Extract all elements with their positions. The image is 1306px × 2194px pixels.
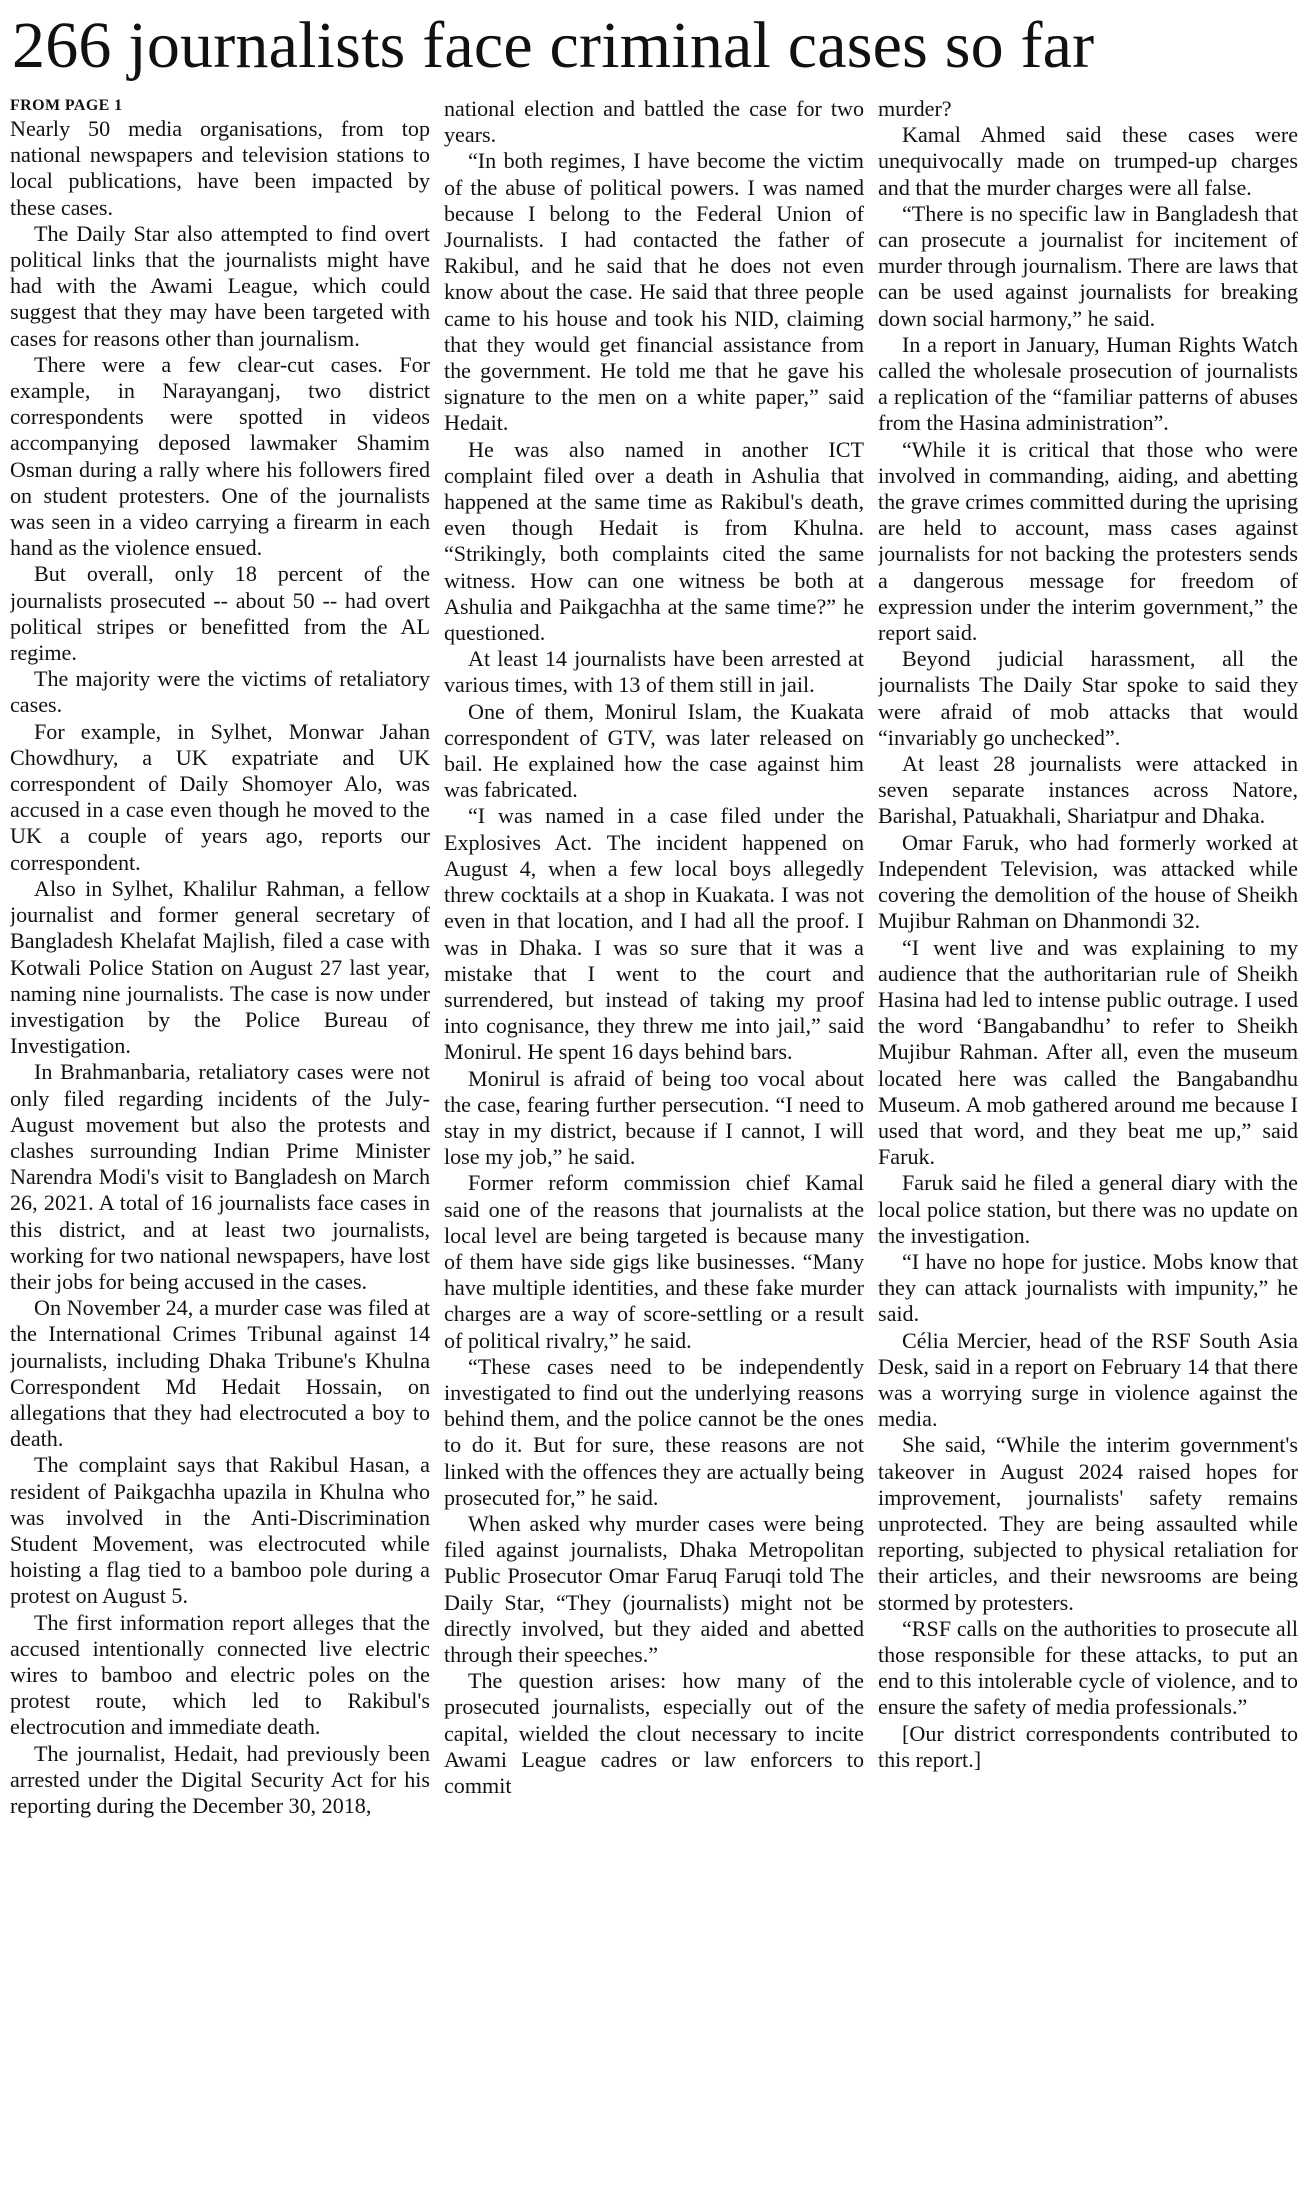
paragraph: He was also named in another ICT complaint filed over a death in Ashulia that happened at the same time as Rakibul's death, even though Hedait is from Khulna. “Strikingly, both complaints cited the same witness. How can one witness be both at Ashulia and Paikgachha at the same time?” he questioned. <box>444 436 864 646</box>
column-3 <box>878 96 1298 2186</box>
paragraph: Former reform commission chief Kamal said one of the reasons that journalists at the local level are being targeted is because many of them have side gigs like businesses. “Many have multiple identities, and these fake murder charges are a way of score-settling or a result of political rivalry,” he said. <box>444 1170 864 1353</box>
paragraph: Beyond judicial harassment, all the journalists The Daily Star spoke to said they were afraid of mob attacks that would “invariably go unchecked”. <box>878 646 1298 750</box>
column-2 <box>444 96 864 2186</box>
paragraph: “RSF calls on the authorities to prosecute all those responsible for these attacks, to put an end to this intolerable cycle of violence, and to ensure the safety of media professionals.” <box>878 1615 1298 1720</box>
paragraph: The question arises: how many of the prosecuted journalists, especially out of the capital, wielded the clout necessary to incite Awami League cadres or law enforcers to commit <box>444 1668 864 1798</box>
paragraph: She said, “While the interim government's takeover in August 2024 raised hopes for improvement, journalists' safety remains unprotected. They are being assaulted while reporting, subjected to physical retaliation for their articles, and their newsrooms are being stormed by protesters. <box>878 1432 1298 1615</box>
paragraph: Also in Sylhet, Khalilur Rahman, a fellow journalist and former general secretary of Bangladesh Khelafat Majlish, filed a case with Kotwali Police Station on August 27 last year, naming nine journalists. The case is now under investigation by the Police Bureau of Investigation. <box>10 875 430 1059</box>
paragraph: Omar Faruk, who had formerly worked at Independent Television, was attacked while covering the demolition of the house of Sheikh Mujibur Rahman on Dhanmondi 32. <box>878 829 1298 934</box>
paragraph: “I have no hope for justice. Mobs know that they can attack journalists with impunity,” he said. <box>878 1248 1298 1327</box>
paragraph: Nearly 50 media organisations, from top national newspapers and television stations to local publications, have been impacted by these cases. <box>10 116 430 220</box>
paragraph: “There is no specific law in Bangladesh that can prosecute a journalist for incitement of murder through journalism. There are laws that can be used against journalists for breaking down social harmony,” he said. <box>878 200 1298 331</box>
paragraph: At least 28 journalists were attacked in seven separate instances across Natore, Barishal, Patuakhali, Shariatpur and Dhaka. <box>878 751 1298 829</box>
paragraph: On November 24, a murder case was filed at the International Crimes Tribunal against 14 journalists, including Dhaka Tribune's Khulna Correspondent Md Hedait Hossain, on allegations that they had electrocuted a boy to death. <box>10 1295 430 1452</box>
paragraph: Kamal Ahmed said these cases were unequivocally made on trumped-up charges and that the murder charges were all false. <box>878 122 1298 200</box>
paragraph: But overall, only 18 percent of the journalists prosecuted -- about 50 -- had overt political stripes or benefitted from the AL regime. <box>10 561 430 666</box>
paragraph: murder? <box>878 96 952 121</box>
from-page-kicker: FROM PAGE 1 <box>10 97 123 114</box>
paragraph: There were a few clear-cut cases. For example, in Narayanganj, two district correspondents were spotted in videos accompanying deposed lawmaker Shamim Osman during a rally where his followers fired on student protesters. One of the journalists was seen in a video carrying a firearm in each hand as the violence ensued. <box>10 351 430 561</box>
paragraph: Célia Mercier, head of the RSF South Asia Desk, said in a report on February 14 that there was a worrying surge in violence against the media. <box>878 1327 1298 1432</box>
paragraph: In Brahmanbaria, retaliatory cases were not only filed regarding incidents of the July-August movement but also the protests and clashes surrounding Indian Prime Minister Narendra Modi's visit to Bangladesh on March 26, 2021. A total of 16 journalists face cases in this district, and at least two journalists, working for two national newspapers, have lost their jobs for being accused in the cases. <box>10 1059 430 1294</box>
column-1 <box>10 96 430 2186</box>
paragraph: The journalist, Hedait, had previously been arrested under the Digital Security Act for his reporting during the December 30, 2018, <box>10 1740 430 1818</box>
paragraph: “While it is critical that those who were involved in commanding, aiding, and abetting the grave crimes committed during the uprising are held to account, mass cases against journalists for not backing the protesters sends a dangerous message for freedom of expression under the interim government,” the report said. <box>878 436 1298 646</box>
paragraph: “In both regimes, I have become the victim of the abuse of political powers. I was named because I belong to the Federal Union of Journalists. I had contacted the father of Rakibul, and he said that he does not even know about the case. He said that three people came to his house and took his NID, claiming that they would get financial assistance from the government. He told me that he gave his signature to the men on a white paper,” said Hedait. <box>444 148 864 436</box>
paragraph: For example, in Sylhet, Monwar Jahan Chowdhury, a UK expatriate and UK correspondent of Daily Shomoyer Alo, was accused in a case even though he moved to the UK a couple of years ago, reports our correspondent. <box>10 718 430 875</box>
paragraph: The first information report alleges that the accused intentionally connected live electric wires to bamboo and electric poles on the protest route, which led to Rakibul's electrocution and immediate death. <box>10 1609 430 1740</box>
paragraph: national election and battled the case for two years. <box>444 96 864 148</box>
headline: 266 journalists face criminal cases so far <box>12 9 1095 82</box>
paragraph: The majority were the victims of retaliatory cases. <box>10 666 430 718</box>
paragraph: [Our district correspondents contributed to this report.] <box>878 1720 1298 1772</box>
paragraph: In a report in January, Human Rights Watch called the wholesale prosecution of journalists a replication of the “familiar patterns of abuses from the Hasina administration”. <box>878 331 1298 436</box>
paragraph: Monirul is afraid of being too vocal about the case, fearing further persecution. “I need to stay in my district, because if I cannot, I will lose my job,” he said. <box>444 1065 864 1170</box>
paragraph: The complaint says that Rakibul Hasan, a resident of Paikgachha upazila in Khulna who was involved in the Anti-Discrimination Student Movement, was electrocuted while hoisting a flag tied to a bamboo pole during a protest on August 5. <box>10 1452 430 1609</box>
article-body <box>10 96 1298 2186</box>
paragraph: Faruk said he filed a general diary with the local police station, but there was no update on the investigation. <box>878 1170 1298 1248</box>
paragraph: One of them, Monirul Islam, the Kuakata correspondent of GTV, was later released on bail. He explained how the case against him was fabricated. <box>444 698 864 803</box>
paragraph: At least 14 journalists have been arrested at various times, with 13 of them still in jail. <box>444 646 864 698</box>
paragraph: “I went live and was explaining to my audience that the authoritarian rule of Sheikh Hasina had led to intense public outrage. I used the word ‘Bangabandhu’ to refer to Sheikh Mujibur Rahman. After all, even the museum located here was called the Bangabandhu Museum. A mob gathered around me because I used that word, and they beat me up,” said Faruk. <box>878 934 1298 1170</box>
paragraph: When asked why murder cases were being filed against journalists, Dhaka Metropolitan Public Prosecutor Omar Faruq Faruqi told The Daily Star, “They (journalists) might not be directly involved, but they aided and abetted through their speeches.” <box>444 1510 864 1667</box>
paragraph: “I was named in a case filed under the Explosives Act. The incident happened on August 4, when a few local boys allegedly threw cocktails at a shop in Kuakata. I was not even in that location, and I had all the proof. I was in Dhaka. I was so sure that it was a mistake that I went to the court and surrendered, but instead of taking my proof into cognisance, they threw me into jail,” said Monirul. He spent 16 days behind bars. <box>444 803 864 1065</box>
paragraph: “These cases need to be independently investigated to find out the underlying reasons behind them, and the police cannot be the ones to do it. But for sure, these reasons are not linked with the offences they are actually being prosecuted for,” he said. <box>444 1353 864 1510</box>
paragraph: The Daily Star also attempted to find overt political links that the journalists might have had with the Awami League, which could suggest that they may have been targeted with cases for reasons other than journalism. <box>10 220 430 351</box>
